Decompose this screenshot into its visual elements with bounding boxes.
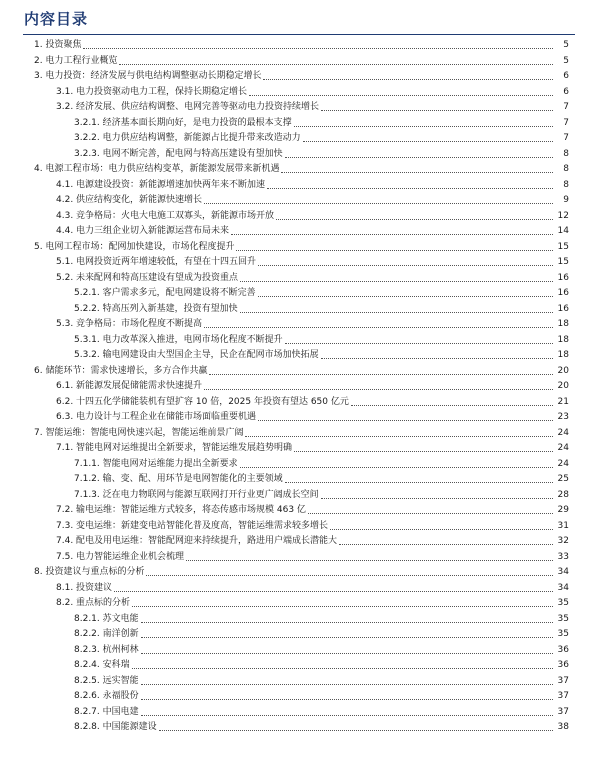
dot-leader [258,296,553,297]
dot-leader [141,622,553,623]
toc-entry-label: 7. 智能运维：智能电网快速兴起，智能运维前景广阔 [34,427,244,438]
toc-entry[interactable] [0,410,600,424]
toc-entry-page: 24 [557,427,569,438]
toc-entry-page: 7 [563,102,569,112]
toc-entry-page: 5 [563,40,569,50]
toc-entry[interactable] [0,488,600,502]
toc-header [23,8,575,35]
toc-entry-label: 4.3. 竞争格局：火电大电施工双寡头，新能源市场开放 [56,210,275,221]
toc-entry[interactable] [0,581,600,595]
toc-entry-label: 8.1. 投资建议 [56,582,113,593]
dot-leader [83,48,553,49]
dot-leader [281,172,553,173]
toc-entry-label: 6. 储能环节：需求快速增长，多方合作共赢 [34,365,208,376]
toc-entry-label: 5.1. 电网投资近两年增速较低，有望在十四五回升 [56,257,257,267]
toc-entry[interactable] [0,441,600,455]
toc-entry-page: 23 [557,412,569,422]
toc-entry-page: 32 [557,536,569,546]
dot-leader [159,730,553,731]
toc-entry-page: 12 [557,210,569,221]
toc-entry[interactable] [0,116,600,130]
toc-entry[interactable] [0,658,600,672]
toc-entry[interactable] [0,596,600,610]
toc-entry-page: 18 [557,319,569,329]
toc-entry-label: 5.3.1. 电力改革深入推进，电网市场化程度不断提升 [74,334,283,345]
toc-entry-page: 16 [557,303,569,314]
toc-entry-label: 8.2.3. 杭州柯林 [74,644,139,655]
dot-leader [141,715,553,716]
toc-entry-label: 3.1. 电力投资驱动电力工程，保持长期稳定增长 [56,86,248,97]
dot-leader [146,575,553,576]
toc-entry[interactable] [0,54,600,68]
toc-entry-page: 34 [557,582,569,593]
toc-entry-page: 24 [557,443,569,453]
dot-leader [285,343,553,344]
dot-leader [258,265,553,266]
toc-entry-label: 6.1. 新能源发展促储能需求快速提升 [56,381,203,391]
toc-entry[interactable] [0,224,600,238]
toc-entry[interactable] [0,643,600,657]
toc-entry-page: 7 [563,133,569,143]
toc-entry[interactable] [0,364,600,378]
toc-entry[interactable] [0,550,600,564]
toc-entry-page: 9 [563,195,569,205]
dot-leader [141,684,553,685]
toc-entry[interactable] [0,193,600,207]
dot-leader [132,668,553,669]
dot-leader [204,327,553,328]
dot-leader [263,79,553,80]
toc-entry-label: 7.5. 电力智能运维企业机会梳理 [56,551,185,562]
toc-entry[interactable] [0,209,600,223]
toc-entry[interactable] [0,612,600,626]
dot-leader [236,250,553,251]
toc-entry-label: 8.2.1. 苏文电能 [74,613,139,624]
toc-entry-page: 15 [557,241,569,252]
toc-entry-label: 2. 电力工程行业概览 [34,55,118,66]
page-title: 内容目录 [24,10,89,28]
toc-entry-label: 6.3. 电力设计与工程企业在储能市场面临重要机遇 [56,412,257,422]
dot-leader [231,234,553,235]
dot-leader [245,436,553,437]
dot-leader [114,591,553,592]
toc-entry-label: 1. 投资聚焦 [34,40,82,50]
toc-entry-label: 5.2.2. 特高压列入新基建，投资有望加快 [74,303,238,314]
dot-leader [119,64,553,65]
toc-entry[interactable] [0,302,600,316]
toc-entry-label: 4.2. 供应结构变化，新能源快速增长 [56,195,203,205]
toc-entry[interactable] [0,426,600,440]
toc-entry-page: 31 [557,520,569,531]
toc-entry-page: 34 [557,567,569,577]
toc-entry-label: 5.2. 未来配网和特高压建设有望成为投资重点 [56,272,239,283]
toc-entry-page: 36 [557,660,569,670]
toc-entry-page: 16 [557,272,569,283]
toc-entry-label: 5.2.1. 客户需求多元，配电网建设将不断完善 [74,288,256,298]
toc-entry-page: 38 [557,722,569,732]
toc-entry[interactable] [0,178,600,192]
toc-entry-page: 21 [557,396,569,407]
toc-entry[interactable] [0,162,600,176]
toc-entry-page: 25 [557,474,569,484]
toc-entry-label: 8.2. 重点标的分析 [56,598,131,608]
toc-entry-page: 20 [557,381,569,391]
dot-leader [267,188,553,189]
toc-entry-page: 8 [563,164,569,174]
dot-leader [321,498,553,499]
toc-entry[interactable] [0,100,600,114]
dot-leader [258,420,553,421]
toc-entry-page: 29 [557,505,569,515]
dot-leader [339,544,553,545]
toc-entry[interactable] [0,565,600,579]
toc-entry-label: 6.2. 十四五化学储能装机有望扩容 10 倍，2025 年投资有望达 650 亿元 [56,396,349,407]
dot-leader [303,141,553,142]
dot-leader [186,560,553,561]
toc-entry-page: 37 [557,706,569,717]
dot-leader [249,95,553,96]
toc-entry-label: 8.2.4. 安科瑞 [74,660,130,670]
dot-leader [330,529,553,530]
toc-entry[interactable] [0,472,600,486]
toc-entry[interactable] [0,131,600,145]
dot-leader [141,653,553,654]
toc-entry[interactable] [0,271,600,285]
toc-entry-label: 3.2. 经济发展、供应结构调整、电网完善等驱动电力投资持续增长 [56,102,320,112]
toc-entry-page: 24 [557,458,569,469]
toc-entry[interactable] [0,519,600,533]
toc-entry-page: 37 [557,691,569,701]
toc-entry-page: 8 [563,179,569,190]
toc-entry-label: 8.2.7. 中国电建 [74,706,139,717]
toc-entry-page: 15 [557,257,569,267]
toc-entry[interactable] [0,720,600,734]
toc-entry-page: 33 [557,551,569,562]
dot-leader [132,606,553,607]
toc-entry-page: 35 [557,613,569,624]
toc-entry[interactable] [0,348,600,362]
toc-entry[interactable] [0,255,600,269]
toc-entry-page: 36 [557,644,569,655]
dot-leader [240,281,553,282]
toc-entry-page: 37 [557,675,569,686]
toc-entry-label: 8.2.6. 永福股份 [74,691,139,701]
toc-entry[interactable] [0,333,600,347]
toc-entry[interactable] [0,395,600,409]
toc-entry[interactable] [0,534,600,548]
dot-leader [240,312,553,313]
toc-entry-label: 7.1.1. 智能电网对运维能力提出全新要求 [74,458,238,469]
toc-entry-label: 7.2. 输电运维：智能运维方式较多，将态传感市场规模 463 亿 [56,505,306,515]
toc-entry[interactable] [0,674,600,688]
toc-entry[interactable] [0,286,600,300]
toc-entry[interactable] [0,689,600,703]
toc-entry-label: 7.1. 智能电网对运维提出全新要求，智能运维发展趋势明确 [56,443,293,453]
dot-leader [294,451,553,452]
dot-leader [141,637,553,638]
toc-entry-page: 5 [563,55,569,66]
dot-leader [321,358,553,359]
toc-entry-label: 7.4. 配电及用电运维：智能配网迎来持续提升，路进用户端成长潜能大 [56,536,338,546]
toc-entry-page: 8 [563,148,569,159]
toc-entry[interactable] [0,379,600,393]
toc-entry-label: 4.1. 电源建设投资：新能源增速加快两年来不断加速 [56,179,266,190]
toc-entry-label: 4.4. 电力三组企业切入新能源运营布局未来 [56,226,230,236]
toc-entry[interactable] [0,38,600,52]
toc-entry[interactable] [0,317,600,331]
toc-entry-label: 5. 电网工程市场：配网加快建设，市场化程度提升 [34,241,235,252]
toc-entry-page: 6 [563,71,569,81]
toc-entry-label: 7.3. 变电运维：新建变电站智能化普及度高，智能运维需求较多增长 [56,520,329,531]
dot-leader [294,126,553,127]
toc-entry[interactable] [0,147,600,161]
toc-entry-label: 8.2.2. 南洋创新 [74,629,139,639]
toc-entry-label: 5.3. 竞争格局：市场化程度不断提高 [56,319,203,329]
toc-entry-page: 7 [563,117,569,128]
toc-entry-label: 3.2.1. 经济基本面长期向好，是电力投资的最根本支撑 [74,117,292,128]
dot-leader [209,374,553,375]
toc-entry[interactable] [0,503,600,517]
toc-entry[interactable] [0,240,600,254]
dot-leader [141,699,553,700]
toc-entry-page: 14 [557,226,569,236]
toc-entry-label: 4. 电源工程市场：电力供应结构变革，新能源发展带来新机遇 [34,164,280,174]
toc-entry-page: 18 [557,334,569,345]
dot-leader [308,513,553,514]
toc-entry-page: 16 [557,288,569,298]
toc-entry-label: 3.2.2. 电力供应结构调整，新能源占比提升带来改造动力 [74,133,301,143]
dot-leader [204,203,553,204]
dot-leader [285,157,553,158]
toc-entry-label: 5.3.2. 输电网建设由大型国企主导，民企在配网市场加快拓展 [74,350,319,360]
toc-entry-label: 3. 电力投资：经济发展与供电结构调整驱动长期稳定增长 [34,71,262,81]
toc-entry-label: 8.2.8. 中国能源建设 [74,722,157,732]
toc-entry-label: 7.1.3. 泛在电力物联网与能源互联网打开行业更广阔成长空间 [74,489,319,500]
dot-leader [276,219,553,220]
toc-entry[interactable] [0,627,600,641]
dot-leader [240,467,553,468]
toc-entry-page: 6 [563,86,569,97]
toc-entry-label: 8. 投资建议与重点标的分析 [34,567,145,577]
dot-leader [285,482,553,483]
toc-entry-page: 20 [557,365,569,376]
toc-entry-page: 35 [557,629,569,639]
dot-leader [321,110,553,111]
toc-entry-label: 7.1.2. 输、变、配、用环节是电网智能化的主要领域 [74,474,283,484]
toc-entry-label: 8.2.5. 远实智能 [74,675,139,686]
toc-entry-page: 28 [557,489,569,500]
toc-entry[interactable] [0,705,600,719]
dot-leader [351,405,553,406]
toc-entry-label: 3.2.3. 电网不断完善，配电网与特高压建设有望加快 [74,148,283,159]
toc-entry-page: 18 [557,350,569,360]
toc-entry[interactable] [0,457,600,471]
toc-entry[interactable] [0,85,600,99]
dot-leader [204,389,553,390]
toc-entry[interactable] [0,69,600,83]
toc-entry-page: 35 [557,598,569,608]
